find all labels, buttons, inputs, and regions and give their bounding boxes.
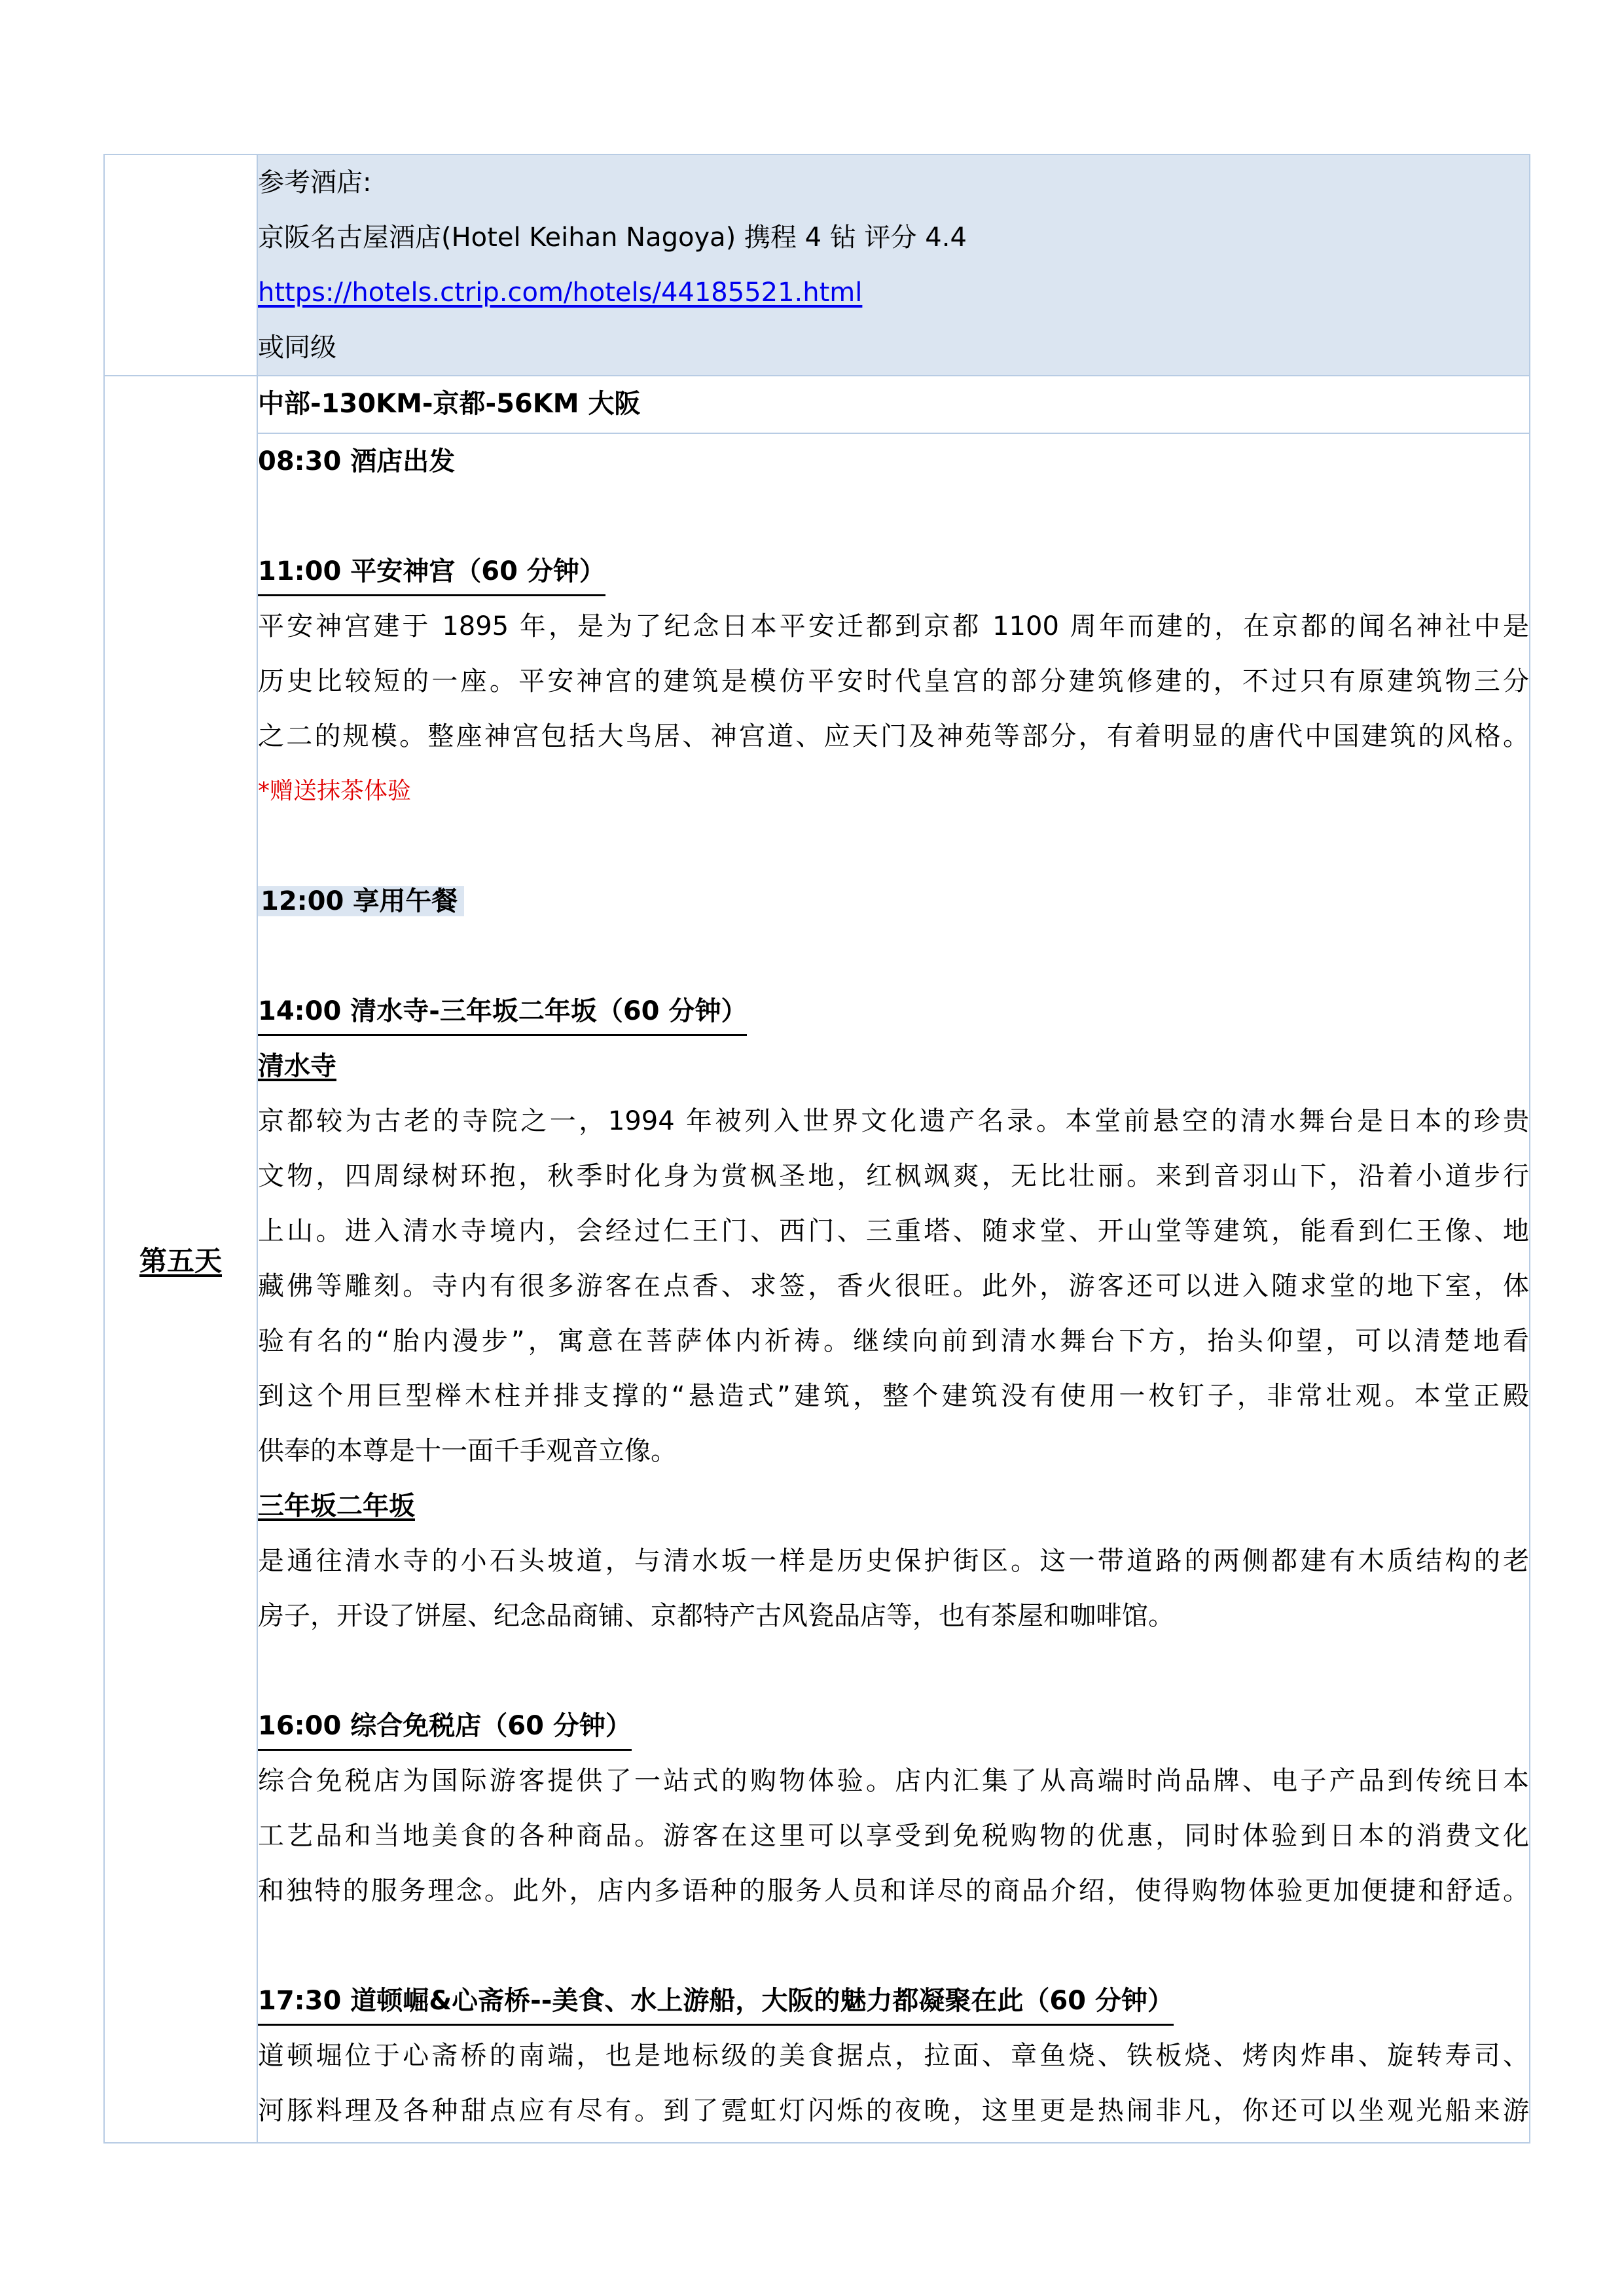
- sannenzaka-line-2: 房子，开设了饼屋、纪念品商铺、京都特产古风瓷品店等，也有茶屋和咖啡馆。: [258, 1601, 1174, 1631]
- hotel-link[interactable]: https://hotels.ctrip.com/hotels/44185521.html: [258, 278, 863, 308]
- route-title: 中部-130KM-京都-56KM 大阪: [258, 389, 641, 419]
- dotonbori-title: 17:30 道顿崛&心斋桥--美食、水上游船，大阪的魅力都凝聚在此（60 分钟）: [258, 1978, 1174, 2026]
- dutyfree-title: 16:00 综合免税店（60 分钟）: [258, 1703, 632, 1751]
- route-cell: [257, 376, 1530, 433]
- depart-time: 08:30 酒店出发: [258, 446, 456, 476]
- kiyomizu-subtitle: 清水寺: [258, 1051, 336, 1081]
- heian-line-1: 平安神宫建于 1895 年，是为了纪念日本平安迁都到京都 1100 周年而建的，在京都的闻名神社中是: [258, 611, 1529, 641]
- day-cell-empty: [104, 154, 257, 376]
- dutyfree-line-2: 工艺品和当地美食的各种商品。游客在这里可以享受到免税购物的优惠，同时体验到日本的消费文化: [258, 1821, 1529, 1851]
- lunch-time: 12:00 享用午餐: [258, 886, 464, 916]
- hotel-cell: [257, 154, 1530, 376]
- hotel-row: [104, 154, 1530, 376]
- route-row: [104, 376, 1530, 433]
- kiyomizu-line-2: 文物，四周绿树环抱，秋季时化身为赏枫圣地，红枫飒爽，无比壮丽。来到音羽山下，沿着小道步行: [258, 1161, 1529, 1191]
- day-label: 第五天: [104, 376, 257, 2143]
- schedule-row: [104, 433, 1530, 2143]
- heian-note: *赠送抹茶体验: [258, 778, 412, 804]
- hotel-label: 参考酒店:: [258, 168, 372, 198]
- dutyfree-line-1: 综合免税店为国际游客提供了一站式的购物体验。店内汇集了从高端时尚品牌、电子产品到传统日本: [258, 1766, 1529, 1796]
- kiyomizu-line-4: 藏佛等雕刻。寺内有很多游客在点香、求签，香火很旺。此外，游客还可以进入随求堂的地下室，体: [258, 1271, 1529, 1301]
- itinerary-table: [103, 154, 1530, 2144]
- heian-line-2: 历史比较短的一座。平安神宫的建筑是模仿平安时代皇宫的部分建筑修建的，不过只有原建筑物三分: [258, 666, 1529, 696]
- hotel-alt: 或同级: [258, 332, 336, 363]
- schedule-cell: [257, 433, 1530, 2143]
- heian-line-3: 之二的规模。整座神宫包括大鸟居、神宫道、应天门及神苑等部分，有着明显的唐代中国建筑的风格。: [258, 721, 1529, 751]
- sannenzaka-line-1: 是通往清水寺的小石头坡道，与清水坂一样是历史保护街区。这一带道路的两侧都建有木质结构的老: [258, 1546, 1529, 1576]
- dutyfree-line-3: 和独特的服务理念。此外，店内多语种的服务人员和详尽的商品介绍，使得购物体验更加便捷和舒适。: [258, 1876, 1529, 1906]
- kiyomizu-line-7: 供奉的本尊是十一面千手观音立像。: [258, 1436, 677, 1466]
- sannenzaka-subtitle: 三年坂二年坂: [258, 1491, 415, 1521]
- dotonbori-line-1: 道顿堀位于心斋桥的南端，也是地标级的美食据点，拉面、章鱼烧、铁板烧、烤肉炸串、旋转寿司、: [258, 2041, 1529, 2071]
- kiyomizu-line-1: 京都较为古老的寺院之一，1994 年被列入世界文化遗产名录。本堂前悬空的清水舞台是日本的珍贵: [258, 1106, 1529, 1136]
- kiyomizu-title: 14:00 清水寺-三年坂二年坂（60 分钟）: [258, 988, 747, 1036]
- kiyomizu-line-6: 到这个用巨型榉木柱并排支撑的“悬造式”建筑，整个建筑没有使用一枚钉子，非常壮观。本堂正殿: [258, 1381, 1529, 1411]
- dotonbori-line-2: 河豚料理及各种甜点应有尽有。到了霓虹灯闪烁的夜晚，这里更是热闹非凡，你还可以坐观光船来游: [258, 2096, 1529, 2126]
- hotel-name: 京阪名古屋酒店(Hotel Keihan Nagoya) 携程 4 钻 评分 4.4: [258, 223, 967, 253]
- heian-title: 11:00 平安神宫（60 分钟）: [258, 548, 605, 596]
- kiyomizu-line-3: 上山。进入清水寺境内，会经过仁王门、西门、三重塔、随求堂、开山堂等建筑，能看到仁王像、地: [258, 1216, 1529, 1246]
- kiyomizu-line-5: 验有名的“胎内漫步”，寓意在菩萨体内祈祷。继续向前到清水舞台下方，抬头仰望，可以清楚地看: [258, 1326, 1529, 1356]
